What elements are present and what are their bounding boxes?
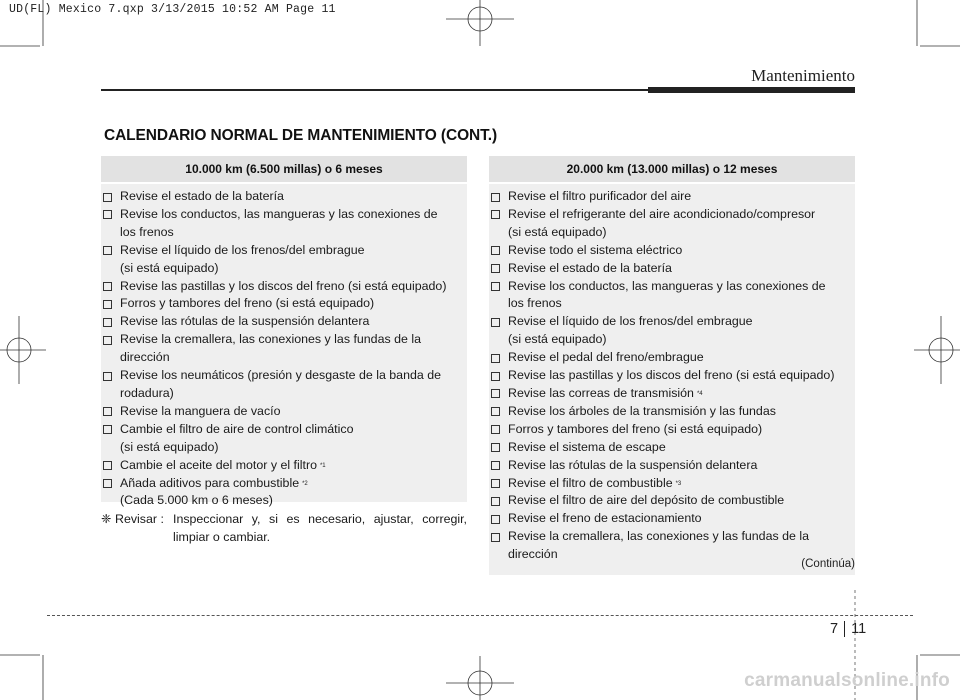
checklist-item	[489, 510, 855, 528]
checkbox-square-icon	[491, 533, 500, 542]
checklist-item-text: Revise el sistema de escape	[508, 439, 666, 454]
checklist-item	[101, 331, 467, 367]
checkbox-square-icon	[491, 264, 500, 273]
checklist-item-continuation: (si está equipado)	[120, 439, 219, 454]
checkbox-square-icon	[491, 372, 500, 381]
checklist-item-text: Revise el pedal del freno/embrague	[508, 350, 704, 365]
checklist-item	[489, 242, 855, 260]
footnote-marker: *1	[319, 462, 326, 469]
checklist-item	[101, 242, 467, 278]
checkbox-square-icon	[103, 300, 112, 309]
checklist-item-continuation: dirección	[120, 350, 170, 365]
checklist-item-text: Revise los conductos, las mangueras y las conexiones de	[508, 278, 826, 293]
checklist-item	[489, 188, 855, 206]
checklist-item-text: Revise el filtro de combustible $^{*3}$	[508, 475, 682, 490]
checkbox-square-icon	[103, 318, 112, 327]
checkbox-square-icon	[103, 210, 112, 219]
checklist-item-continuation: dirección	[508, 547, 558, 562]
checklist-item-text: Revise el líquido de los frenos/del embrague	[508, 314, 753, 329]
checklist-item-continuation: los frenos	[508, 296, 562, 311]
page-index: 11	[851, 621, 867, 637]
checklist-item	[489, 206, 855, 242]
checklist-item	[101, 403, 467, 421]
checklist-item	[101, 457, 467, 475]
page-number-separator	[844, 621, 845, 637]
checkbox-square-icon	[491, 407, 500, 416]
checkbox-square-icon	[103, 461, 112, 470]
header-bar	[648, 87, 855, 93]
checklist-item-text: Revise las rótulas de la suspensión delantera	[120, 314, 370, 329]
checklist-item-continuation: (si está equipado)	[508, 224, 607, 239]
header-rule	[101, 89, 648, 91]
checkbox-square-icon	[491, 479, 500, 488]
checklist-item-text: Revise el estado de la batería	[120, 189, 284, 203]
checklist-item-text: Revise los neumáticos (presión y desgaste de la banda de	[120, 368, 441, 383]
footnote-marker: *2	[302, 480, 308, 487]
checkbox-square-icon	[491, 193, 500, 202]
right-column-title: 20.000 km (13.000 millas) o 12 meses	[489, 156, 855, 182]
checklist-item-text: Revise el filtro de aire del depósito de combustible	[508, 493, 785, 508]
checklist-item-continuation: (si está equipado)	[120, 260, 219, 275]
checklist-item	[489, 492, 855, 510]
checklist-item	[101, 421, 467, 457]
footnote-marker: *4	[696, 390, 703, 397]
checkbox-square-icon	[491, 354, 500, 363]
note-key: Revisar :	[115, 512, 164, 526]
checklist-item-text: Revise las pastillas y los discos del freno (si está equipado)	[508, 368, 835, 383]
checkbox-square-icon	[103, 479, 112, 488]
checklist-item	[101, 206, 467, 242]
checklist-item-continuation: (si está equipado)	[508, 332, 607, 347]
left-column-title: 10.000 km (6.500 millas) o 6 meses	[101, 156, 467, 182]
checklist-item-text: Revise la manguera de vacío	[120, 403, 281, 418]
checkbox-square-icon	[491, 515, 500, 524]
checklist-item	[101, 295, 467, 313]
checklist-item-text: Revise el estado de la batería	[508, 260, 672, 275]
checklist-item	[101, 278, 467, 296]
right-column	[489, 156, 855, 575]
watermark: carmanualsonline.info	[744, 670, 950, 691]
checkbox-square-icon	[491, 461, 500, 470]
note-text-line2: limpiar o cambiar.	[173, 530, 271, 544]
checklist-item-continuation: rodadura)	[120, 385, 174, 400]
right-column-list	[489, 184, 855, 575]
chapter-number: 7	[830, 621, 839, 637]
checkbox-square-icon	[491, 497, 500, 506]
checkbox-square-icon	[103, 372, 112, 381]
footer-rule	[47, 615, 913, 616]
checklist-item	[101, 367, 467, 403]
checklist-item-text: Revise el líquido de los frenos/del embrague	[120, 242, 365, 257]
checklist-item-text: Forros y tambores del freno (si está equipado)	[120, 296, 375, 311]
checklist-item	[101, 313, 467, 331]
checklist-item-text: Cambie el filtro de aire de control climático	[120, 421, 354, 436]
checkbox-square-icon	[491, 210, 500, 219]
checkbox-square-icon	[491, 282, 500, 291]
checklist-item-text: Revise el refrigerante del aire acondicionado/compresor	[508, 206, 816, 221]
checklist-item-text: Revise las pastillas y los discos del freno (si está equipado)	[120, 278, 447, 293]
checkbox-square-icon	[103, 407, 112, 416]
checklist-item	[489, 457, 855, 475]
checklist-item	[489, 439, 855, 457]
checklist-item-text: Revise los árboles de la transmisión y las fundas	[508, 403, 776, 418]
checkbox-square-icon	[103, 246, 112, 255]
checklist-item-text: Revise la cremallera, las conexiones y las fundas de la	[508, 529, 809, 544]
print-slug: UD(FL) Mexico 7.qxp 3/13/2015 10:52 AM Page 11	[9, 3, 336, 16]
checkbox-square-icon	[103, 193, 112, 202]
checklist-item	[489, 403, 855, 421]
note-text-line1: Inspeccionar y, si es necesario, ajustar, corregir,	[173, 512, 467, 526]
checklist-item	[489, 385, 855, 403]
left-column-list	[101, 184, 467, 508]
checkbox-square-icon	[491, 425, 500, 434]
note-symbol: ❈	[101, 512, 112, 526]
checklist-item-text: Revise todo el sistema eléctrico	[508, 242, 683, 257]
checklist-item-text: Revise la cremallera, las conexiones y las fundas de la	[120, 332, 421, 347]
checklist-item-text: Revise las rótulas de la suspensión delantera	[508, 457, 758, 472]
checklist-item-text: Añada aditivos para combustible $^{*2}$	[120, 475, 308, 490]
footnote-marker: *3	[675, 480, 682, 487]
checklist-item	[489, 349, 855, 367]
checklist-item	[489, 367, 855, 385]
checkbox-square-icon	[491, 443, 500, 452]
note	[101, 510, 467, 546]
checkbox-square-icon	[491, 318, 500, 327]
checkbox-square-icon	[491, 246, 500, 255]
checklist-item	[101, 475, 467, 511]
left-column	[101, 156, 467, 508]
checklist-item-continuation: (Cada 5.000 km o 6 meses)	[120, 493, 273, 508]
checklist-item	[489, 313, 855, 349]
checklist-item	[101, 188, 467, 206]
checklist-item-text: Revise los conductos, las mangueras y las conexiones de	[120, 206, 438, 221]
page-heading: CALENDARIO NORMAL DE MANTENIMIENTO (CONT.)	[104, 127, 498, 144]
continued-label: (Continúa)	[801, 558, 855, 570]
checklist-item	[489, 528, 855, 564]
checklist-item-text: Forros y tambores del freno (si está equipado)	[508, 421, 763, 436]
checkbox-square-icon	[103, 282, 112, 291]
checklist-item-text: Revise el freno de estacionamiento	[508, 511, 702, 526]
checkbox-square-icon	[103, 336, 112, 345]
checklist-item-text: Cambie el aceite del motor y el filtro $^{*1}$	[120, 457, 326, 472]
checklist-item	[489, 421, 855, 439]
page-number	[830, 621, 866, 637]
checkbox-square-icon	[491, 389, 500, 398]
checklist-item	[489, 278, 855, 314]
checkbox-square-icon	[103, 425, 112, 434]
checklist-item	[489, 260, 855, 278]
checklist-item-text: Revise el filtro purificador del aire	[508, 189, 692, 203]
checklist-item-continuation: los frenos	[120, 224, 174, 239]
checklist-item-text: Revise las correas de transmisión $^{*4}$	[508, 385, 703, 400]
section-title: Mantenimiento	[751, 66, 855, 85]
checklist-item	[489, 475, 855, 493]
